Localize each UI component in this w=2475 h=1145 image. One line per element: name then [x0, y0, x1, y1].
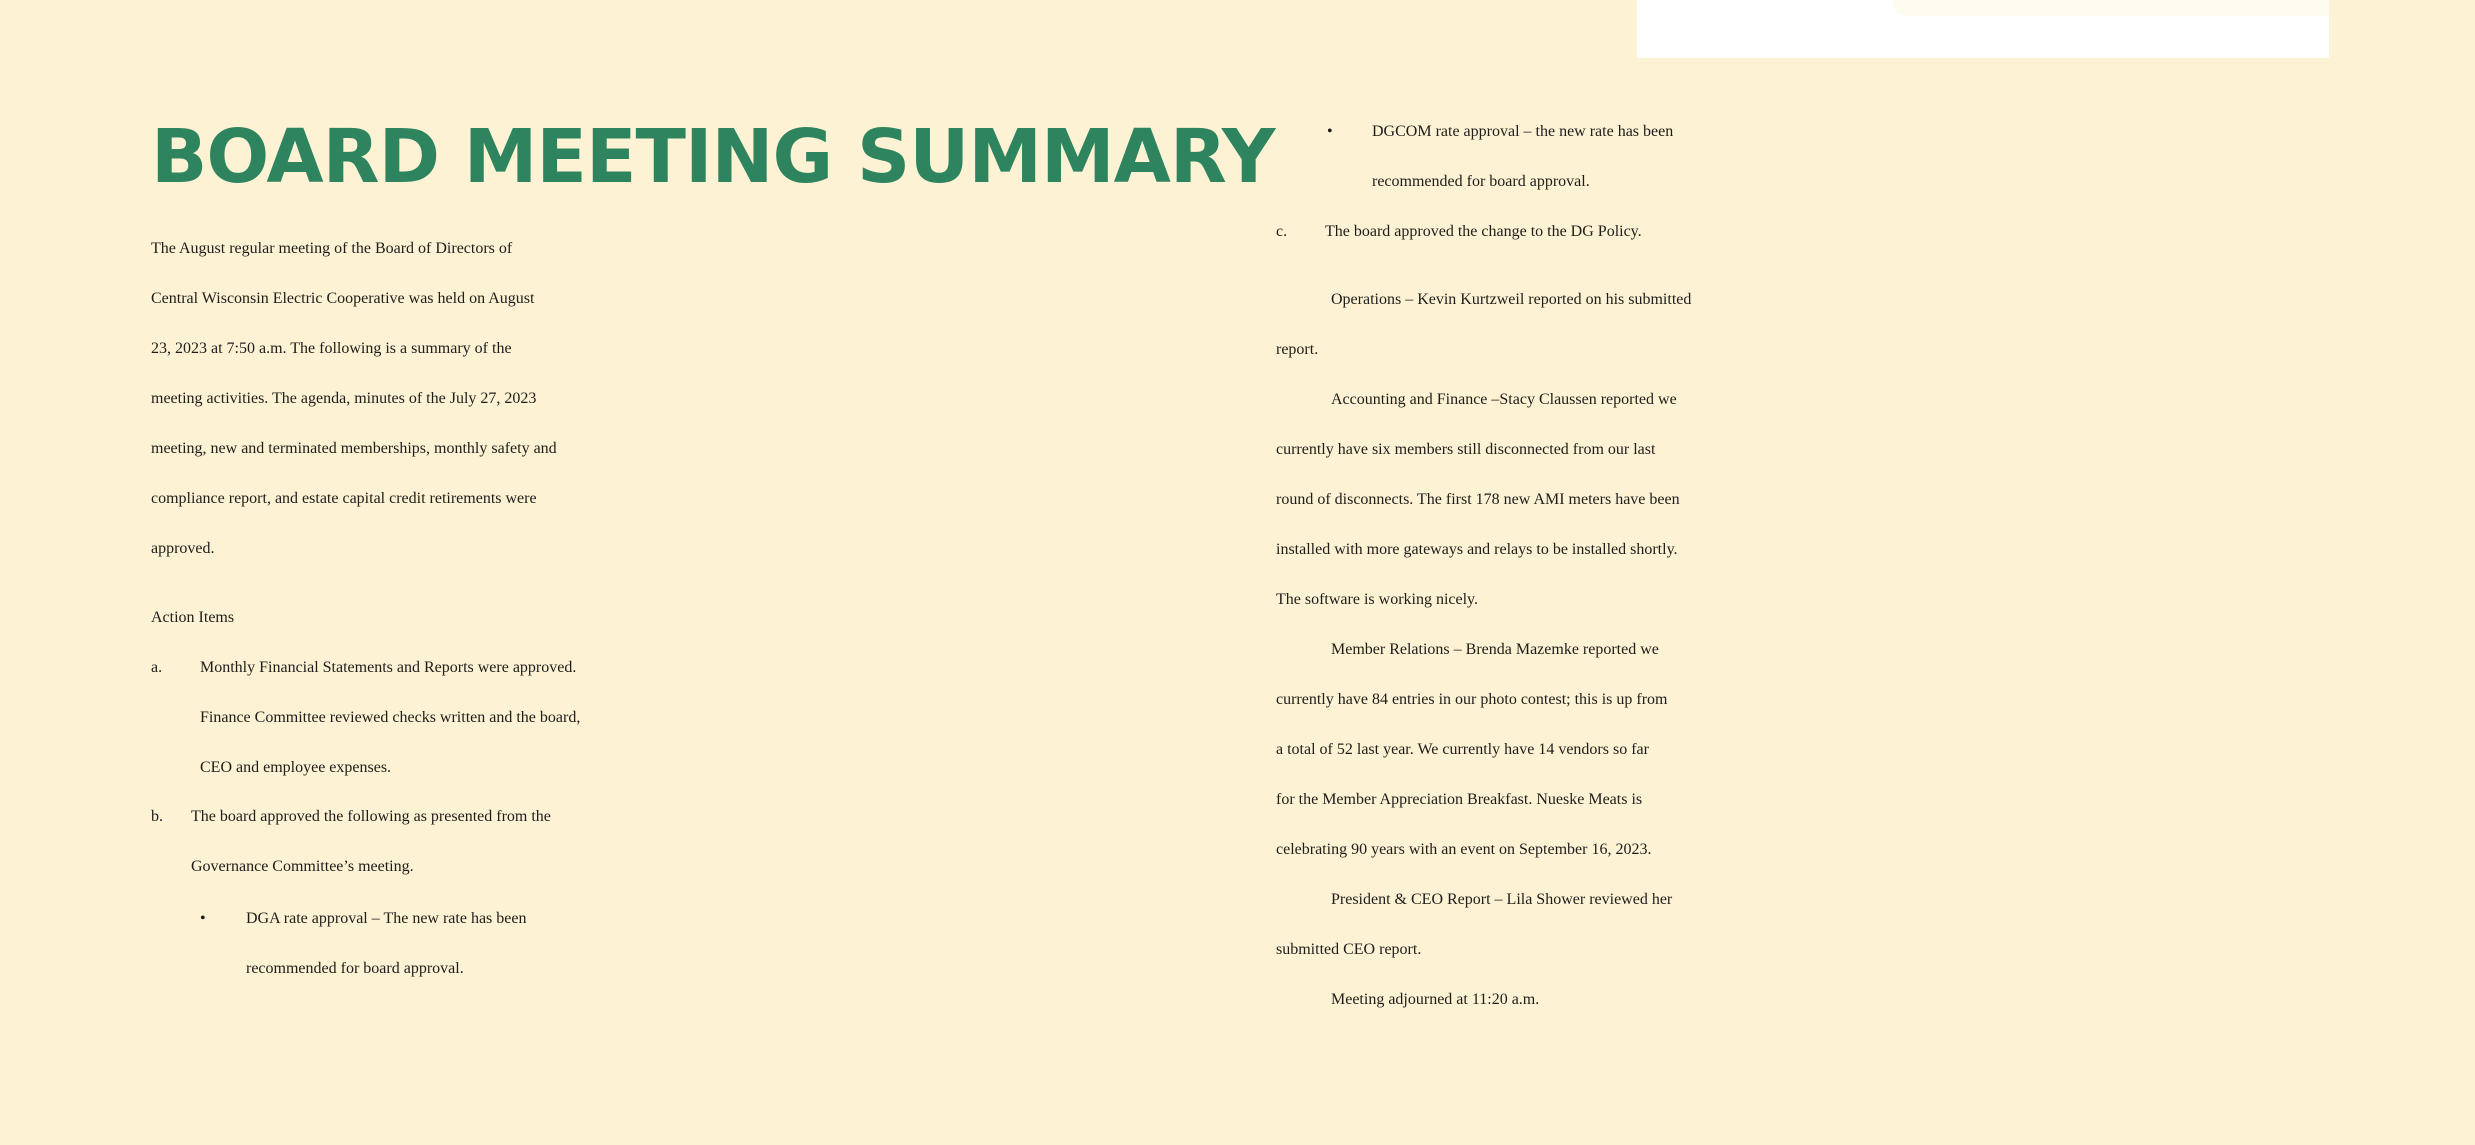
- item-marker: c.: [1276, 223, 1288, 240]
- bullet-icon: •: [1327, 123, 1333, 140]
- report-line: President & CEO Report – Lila Shower reviewed her: [1331, 891, 1673, 908]
- report-line: round of disconnects. The first 178 new AMI meters have been: [1276, 491, 1680, 508]
- intro-line: Central Wisconsin Electric Cooperative was held on August: [151, 290, 535, 307]
- page-title: BOARD MEETING SUMMARY: [151, 114, 1275, 200]
- bullet-icon: •: [200, 910, 206, 927]
- bullet-text-line: recommended for board approval.: [246, 960, 464, 977]
- bullet-text-line: DGA rate approval – The new rate has been: [246, 910, 527, 927]
- intro-line: meeting, new and terminated memberships, monthly safety and: [151, 440, 557, 457]
- report-line: Accounting and Finance –Stacy Claussen reported we: [1331, 391, 1677, 408]
- bullet-text-line: recommended for board approval.: [1372, 173, 1590, 190]
- report-line: a total of 52 last year. We currently have 14 vendors so far: [1276, 741, 1649, 758]
- report-line: report.: [1276, 341, 1319, 358]
- report-line: celebrating 90 years with an event on September 16, 2023.: [1276, 841, 1652, 858]
- report-line: submitted CEO report.: [1276, 941, 1422, 958]
- action-items-heading: Action Items: [151, 609, 235, 626]
- report-line: Meeting adjourned at 11:20 a.m.: [1331, 991, 1540, 1008]
- intro-line: approved.: [151, 540, 215, 557]
- item-text-line: Monthly Financial Statements and Reports were approved.: [200, 659, 577, 676]
- report-line: currently have 84 entries in our photo contest; this is up from: [1276, 691, 1668, 708]
- item-text-line: The board approved the following as presented from the: [191, 808, 551, 825]
- report-line: The software is working nicely.: [1276, 591, 1479, 608]
- header-graphic-accent: [1892, 0, 2329, 16]
- item-marker: a.: [151, 659, 163, 676]
- intro-line: 23, 2023 at 7:50 a.m. The following is a summary of the: [151, 340, 512, 357]
- intro-line: The August regular meeting of the Board of Directors of: [151, 240, 513, 257]
- report-line: Operations – Kevin Kurtzweil reported on his submitted: [1331, 291, 1692, 308]
- bullet-text-line: DGCOM rate approval – the new rate has been: [1372, 123, 1674, 140]
- item-text-line: Finance Committee reviewed checks written and the board,: [200, 709, 581, 726]
- item-text-line: Governance Committee’s meeting.: [191, 858, 414, 875]
- report-line: currently have six members still disconnected from our last: [1276, 441, 1656, 458]
- report-line: installed with more gateways and relays to be installed shortly.: [1276, 541, 1678, 558]
- intro-line: compliance report, and estate capital credit retirements were: [151, 490, 537, 507]
- report-line: Member Relations – Brenda Mazemke reported we: [1331, 641, 1659, 658]
- item-text-line: CEO and employee expenses.: [200, 759, 392, 776]
- item-marker: b.: [151, 808, 163, 825]
- header-graphic: [1637, 0, 2329, 58]
- report-line: for the Member Appreciation Breakfast. Nueske Meats is: [1276, 791, 1643, 808]
- intro-line: meeting activities. The agenda, minutes of the July 27, 2023: [151, 390, 537, 407]
- item-text-line: The board approved the change to the DG Policy.: [1325, 223, 1642, 240]
